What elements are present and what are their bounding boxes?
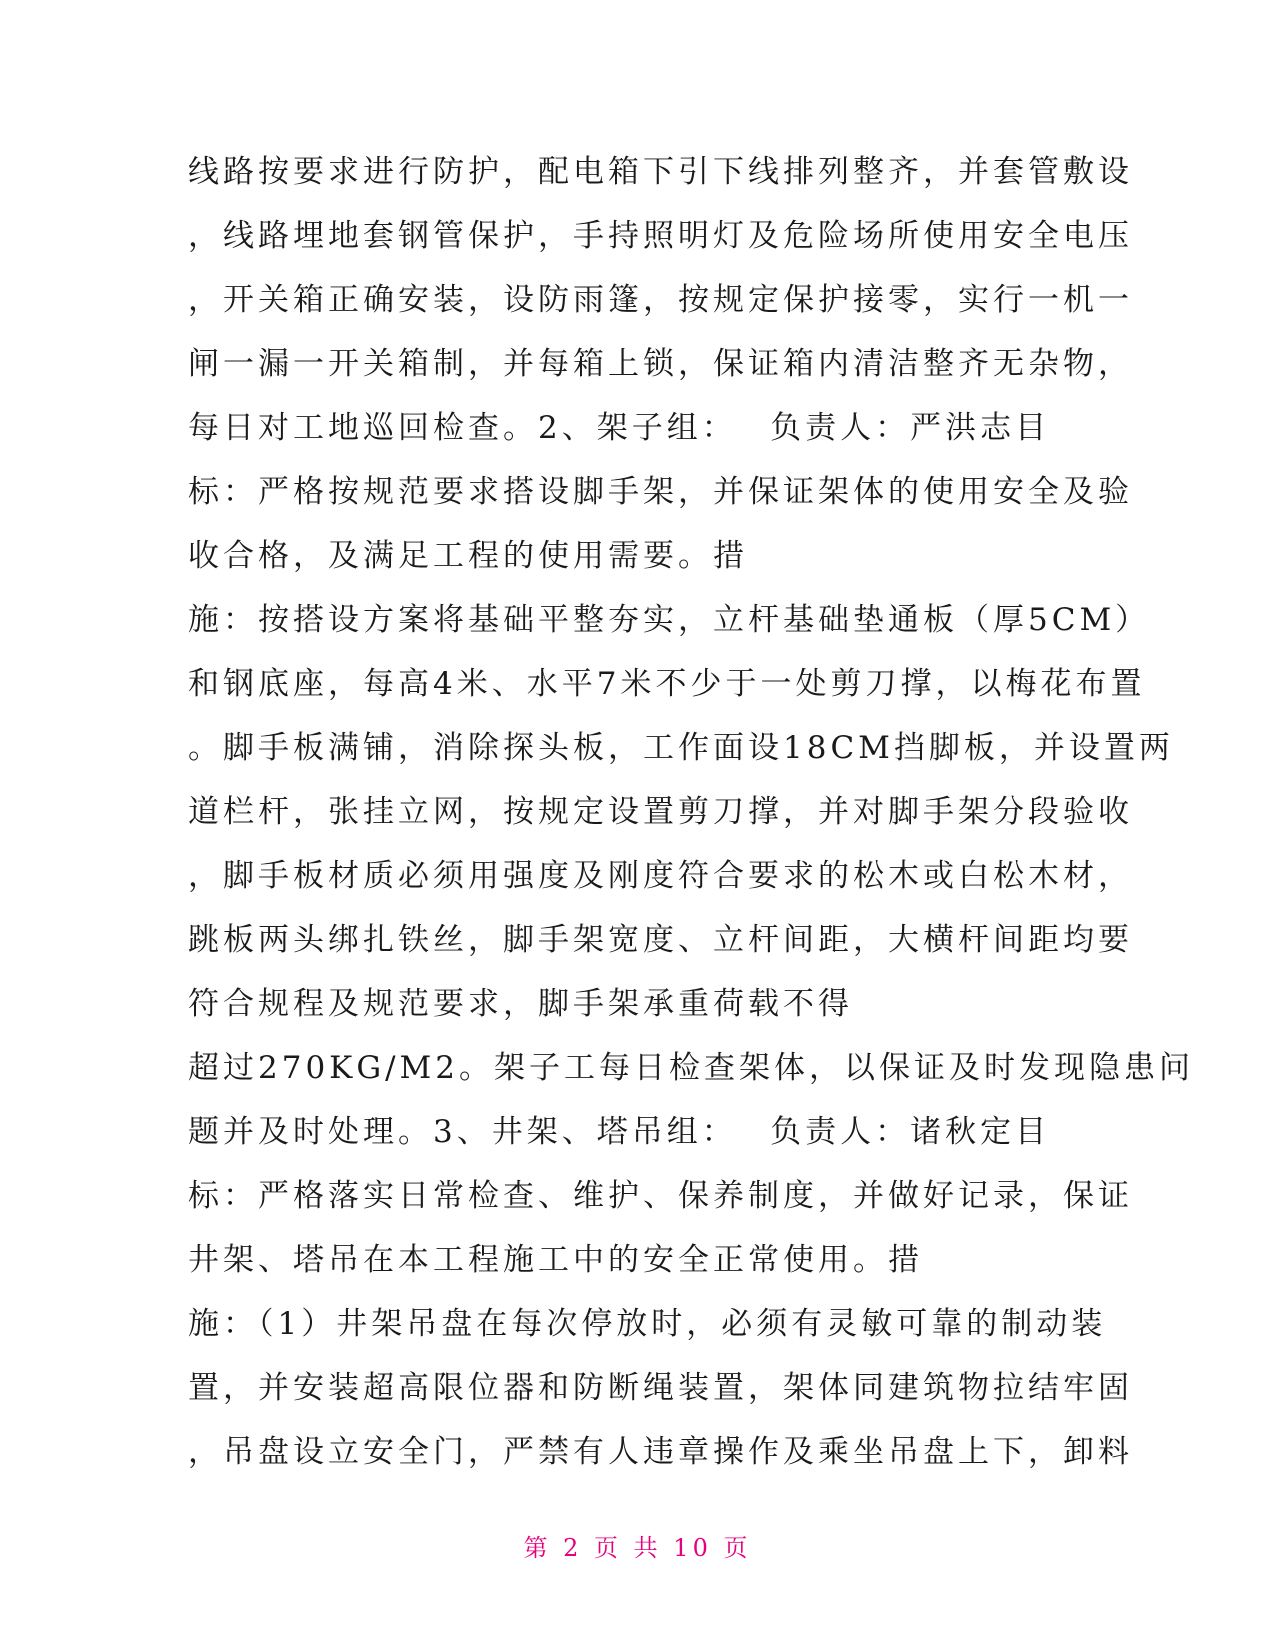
text-line: 井架、塔吊在本工程施工中的安全正常使用。措 xyxy=(188,1242,923,1278)
text-line: 标：严格落实日常检查、维护、保养制度，并做好记录，保证 xyxy=(188,1178,1133,1214)
text-line: ，脚手板材质必须用强度及刚度符合要求的松木或白松木材， xyxy=(188,858,1133,894)
text-line: ，线路埋地套钢管保护，手持照明灯及危险场所使用安全电压 xyxy=(188,218,1133,254)
text-line: 施：按搭设方案将基础平整夯实，立杆基础垫通板（厚5CM） xyxy=(188,602,1151,638)
text-line: 标：严格按规范要求搭设脚手架，并保证架体的使用安全及验 xyxy=(188,474,1133,510)
text-line: 超过270KG/M2。架子工每日检查架体，以保证及时发现隐患问 xyxy=(188,1050,1194,1086)
text-line: ，开关箱正确安装，设防雨篷，按规定保护接零，实行一机一 xyxy=(188,282,1133,318)
text-line: 题并及时处理。3、井架、塔吊组： 负责人：诸秋定目 xyxy=(188,1114,1051,1150)
text-line: 线路按要求进行防护，配电箱下引下线排列整齐，并套管敷设 xyxy=(188,154,1133,190)
text-line: ，吊盘设立安全门，严禁有人违章操作及乘坐吊盘上下，卸料 xyxy=(188,1434,1133,1470)
text-line: 闸一漏一开关箱制，并每箱上锁，保证箱内清洁整齐无杂物， xyxy=(188,346,1133,382)
text-line: 。脚手板满铺，消除探头板，工作面设18CM挡脚板，并设置两 xyxy=(188,730,1174,766)
text-line: 每日对工地巡回检查。2、架子组： 负责人：严洪志目 xyxy=(188,410,1051,446)
text-line: 和钢底座，每高4米、水平7米不少于一处剪刀撑，以梅花布置 xyxy=(188,666,1146,702)
page-number-footer: 第 2 页 共 10 页 xyxy=(523,1534,752,1562)
text-line: 施：（1）井架吊盘在每次停放时，必须有灵敏可靠的制动装 xyxy=(188,1306,1107,1342)
text-line: 置，并安装超高限位器和防断绳装置，架体同建筑物拉结牢固 xyxy=(188,1370,1133,1406)
text-line: 符合规程及规范要求，脚手架承重荷载不得 xyxy=(188,986,853,1022)
body-text xyxy=(188,140,1194,1484)
text-line: 道栏杆，张挂立网，按规定设置剪刀撑，并对脚手架分段验收 xyxy=(188,794,1133,830)
text-line: 跳板两头绑扎铁丝，脚手架宽度、立杆间距，大横杆间距均要 xyxy=(188,922,1133,958)
text-line: 收合格，及满足工程的使用需要。措 xyxy=(188,538,748,574)
